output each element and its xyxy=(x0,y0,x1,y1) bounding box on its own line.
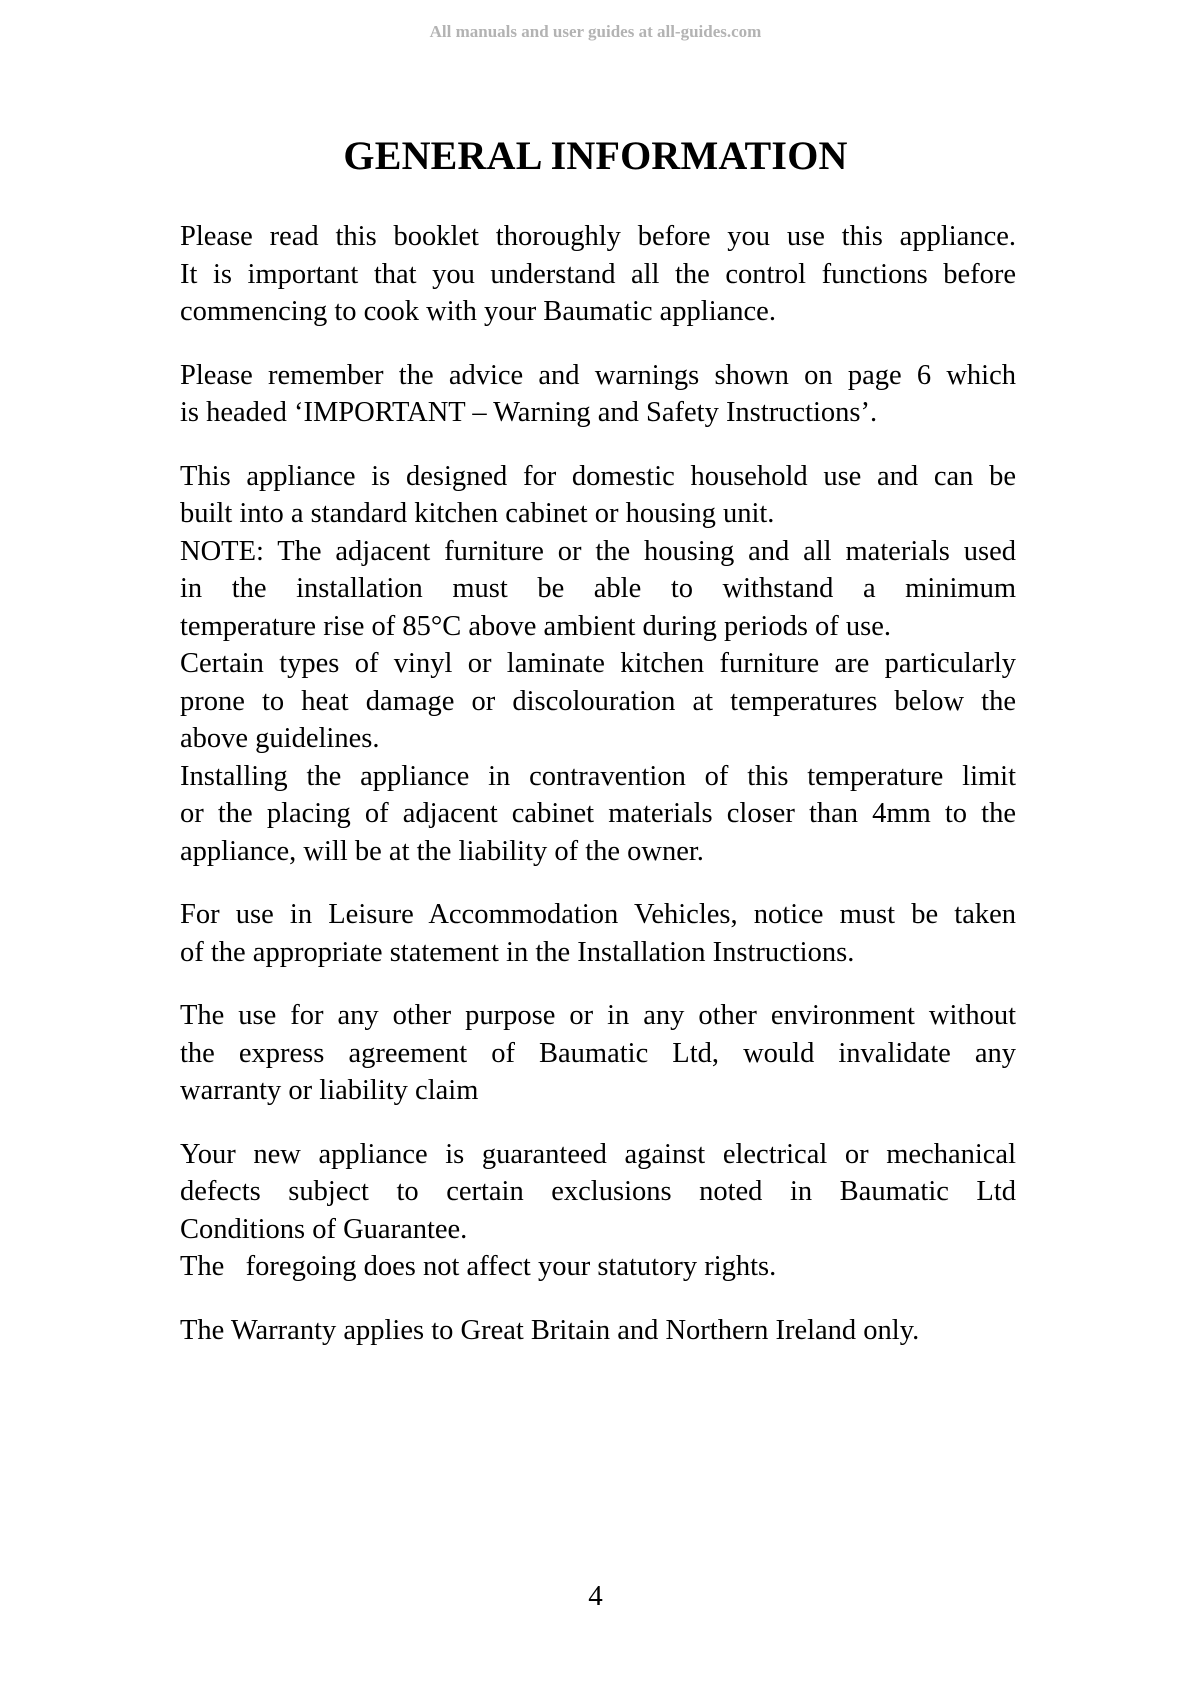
watermark: All manuals and user guides at all-guides.com xyxy=(429,22,762,41)
text-line: The foregoing does not affect your statutory rights. xyxy=(180,1251,777,1282)
paragraph-warranty xyxy=(180,1312,1016,1350)
page-number: 4 xyxy=(588,1580,603,1612)
text-line: prone to heat damage or discolouration at temperatures below the xyxy=(180,685,1016,717)
text-line: Installing the appliance in contravention of this temperature limit xyxy=(180,760,1016,792)
text-line: the express agreement of Baumatic Ltd, would invalidate any xyxy=(180,1037,1016,1069)
text-line: is headed ‘IMPORTANT – Warning and Safety Instructions’. xyxy=(180,397,878,428)
document-body xyxy=(180,218,1016,1375)
text-line: NOTE: The adjacent furniture or the housing and all materials used xyxy=(180,535,1016,567)
text-line: warranty or liability claim xyxy=(180,1075,479,1106)
text-line: appliance, will be at the liability of the owner. xyxy=(180,835,704,867)
text-line: in the installation must be able to withstand a minimum xyxy=(180,573,1016,604)
text-line: The use for any other purpose or in any other environment without xyxy=(180,1000,1016,1031)
paragraph-other-use xyxy=(180,997,1016,1110)
text-line: or the placing of adjacent cabinet materials closer than 4mm to the xyxy=(180,798,1016,829)
text-line: The Warranty applies to Great Britain and Northern Ireland only. xyxy=(180,1314,920,1346)
text-line: It is important that you understand all the control functions before xyxy=(180,258,1016,290)
text-line: above guidelines. xyxy=(180,723,380,754)
text-line: of the appropriate statement in the Installation Instructions. xyxy=(180,936,855,968)
text-line: For use in Leisure Accommodation Vehicles, notice must be taken xyxy=(180,899,1016,930)
text-line: Certain types of vinyl or laminate kitchen furniture are particularly xyxy=(180,648,1016,679)
paragraph-intro xyxy=(180,218,1016,331)
paragraph-installation xyxy=(180,458,1016,871)
text-line: Conditions of Guarantee. xyxy=(180,1213,468,1245)
page-title: GENERAL INFORMATION xyxy=(343,133,848,178)
text-line: temperature rise of 85°C above ambient during periods of use. xyxy=(180,610,892,642)
text-line: Your new appliance is guaranteed against electrical or mechanical xyxy=(180,1138,1016,1170)
text-line: Please read this booklet thoroughly before you use this appliance. xyxy=(180,221,1016,252)
text-line: defects subject to certain exclusions noted in Baumatic Ltd xyxy=(180,1176,1016,1207)
text-line: This appliance is designed for domestic household use and can be xyxy=(180,460,1016,492)
text-line: Please remember the advice and warnings shown on page 6 which xyxy=(180,359,1016,391)
paragraph-leisure-vehicles xyxy=(180,896,1016,971)
paragraph-guarantee xyxy=(180,1136,1016,1286)
text-line: built into a standard kitchen cabinet or housing unit. xyxy=(180,498,775,529)
text-line: commencing to cook with your Baumatic appliance. xyxy=(180,296,776,327)
paragraph-warnings xyxy=(180,357,1016,432)
